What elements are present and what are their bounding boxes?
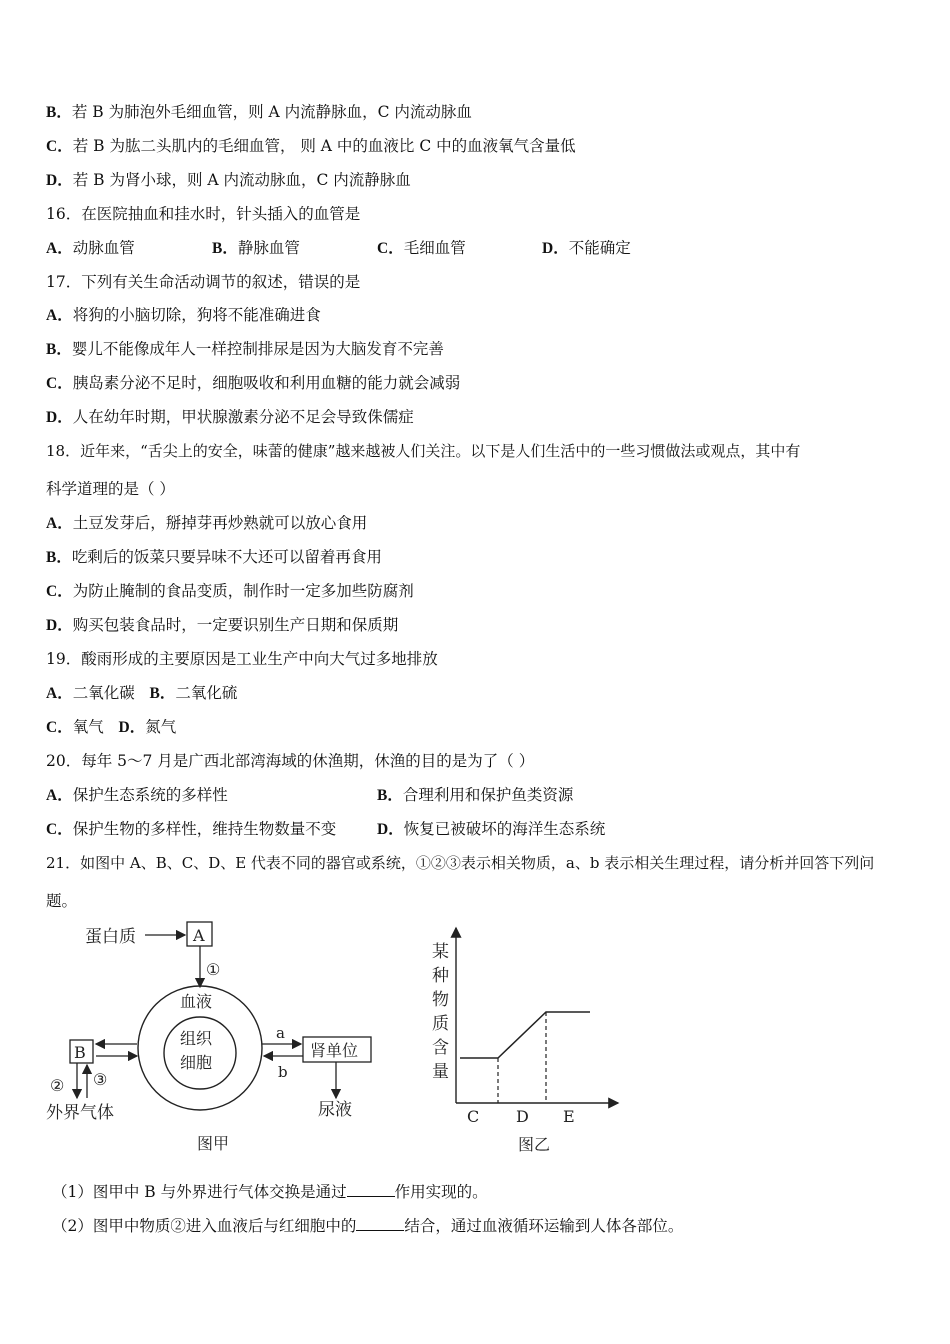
q18-stem-line2: 科学道理的是（ ）	[46, 480, 175, 498]
q17-option-b: B．婴儿不能像成年人一样控制排尿是因为大脑发育不完善	[46, 340, 444, 358]
answer-blank-2[interactable]	[356, 1216, 404, 1231]
fig1-box-a-label: A	[193, 926, 205, 945]
q17-stem: 17．下列有关生命活动调节的叙述，错误的是	[46, 273, 361, 291]
fig2-xtick-label: C	[467, 1107, 480, 1126]
q21-sub1: （1）图甲中 B 与外界进行气体交换是通过 作用实现的。	[52, 1183, 488, 1201]
q18-option-b: B．吃剩后的饭菜只要异味不大还可以留着再食用	[46, 548, 382, 566]
fig2-xtick-label: E	[563, 1107, 575, 1126]
fig1-protein-label: 蛋白质	[85, 927, 136, 947]
q17-option-c: C．胰岛素分泌不足时，细胞吸收和利用血糖的能力就会减弱	[46, 374, 461, 392]
fig2-ylabel-char: 质	[432, 1014, 449, 1034]
q18-option-c: C．为防止腌制的食品变质，制作时一定多加些防腐剂	[46, 582, 414, 600]
fig1-blood-label: 血液	[180, 992, 213, 1011]
q21-sub2: （2）图甲中物质②进入血液后与红细胞中的 结合，通过血液循环运输到人体各部位。	[52, 1217, 684, 1235]
fig1-proc-b: b	[278, 1063, 288, 1081]
fig2-ylabel-char: 种	[432, 966, 449, 986]
fig1-num1: ①	[206, 960, 221, 979]
fig1-box-b-label: B	[74, 1043, 86, 1062]
figure-jia	[40, 915, 380, 1160]
fig1-urine-label: 尿液	[318, 1100, 352, 1120]
q20-stem: 20．每年 5～7 月是广西北部湾海域的休渔期，休渔的目的是为了（ ）	[46, 752, 535, 770]
fig1-kidney-label: 肾单位	[310, 1041, 359, 1060]
q19-options-ab: A．二氧化碳 B．二氧化硫	[46, 684, 238, 702]
fig2-ylabel-char: 量	[432, 1062, 449, 1082]
answer-blank-1[interactable]	[347, 1182, 395, 1197]
fig1-tissue-label-2: 细胞	[180, 1053, 213, 1072]
q17-option-d: D．人在幼年时期，甲状腺激素分泌不足会导致侏儒症	[46, 408, 414, 426]
fig1-proc-a: a	[276, 1024, 285, 1042]
fig1-num3: ③	[93, 1070, 108, 1089]
q18-stem-line1: 18．近年来，“舌尖上的安全，味蕾的健康”越来越被人们关注。以下是人们生活中的一些习惯做法或观点，其中有	[46, 442, 801, 460]
fig1-tissue-label-1: 组织	[180, 1029, 213, 1048]
q21-stem-line2: 题。	[46, 892, 78, 910]
q17-option-a: A．将狗的小脑切除，狗将不能准确进食	[46, 306, 321, 324]
fig2-series-line	[460, 1012, 590, 1058]
figure-yi	[420, 920, 630, 1160]
fig2-ylabel-char: 物	[432, 990, 449, 1010]
q19-stem: 19．酸雨形成的主要原因是工业生产中向大气过多地排放	[46, 650, 438, 668]
fig1-air-label: 外界气体	[46, 1103, 114, 1123]
q21-stem-line1: 21．如图中 A、B、C、D、E 代表不同的器官或系统，①②③表示相关物质，a、b 表示相关生理过程，请分析并回答下列问	[46, 854, 875, 872]
fig2-ylabel-char: 含	[432, 1038, 449, 1058]
fig2-caption: 图乙	[518, 1135, 551, 1154]
fig1-num2: ②	[50, 1076, 65, 1095]
q15-option-b: B．若 B 为肺泡外毛细血管，则 A 内流静脉血，C 内流动脉血	[46, 103, 472, 121]
q19-options-cd: C．氧气 D．氮气	[46, 718, 177, 736]
q15-option-c: C．若 B 为肱二头肌内的毛细血管， 则 A 中的血液比 C 中的血液氧气含量低	[46, 137, 576, 155]
q18-option-d: D．购买包装食品时，一定要识别生产日期和保质期	[46, 616, 399, 634]
fig1-caption: 图甲	[197, 1134, 230, 1153]
fig2-ylabel-char: 某	[432, 942, 449, 962]
q15-option-d: D．若 B 为肾小球，则 A 内流动脉血，C 内流静脉血	[46, 171, 411, 189]
q16-stem: 16．在医院抽血和挂水时，针头插入的血管是	[46, 205, 361, 223]
q18-option-a: A．土豆发芽后，掰掉芽再炒熟就可以放心食用	[46, 514, 368, 532]
fig2-xtick-label: D	[516, 1107, 529, 1126]
